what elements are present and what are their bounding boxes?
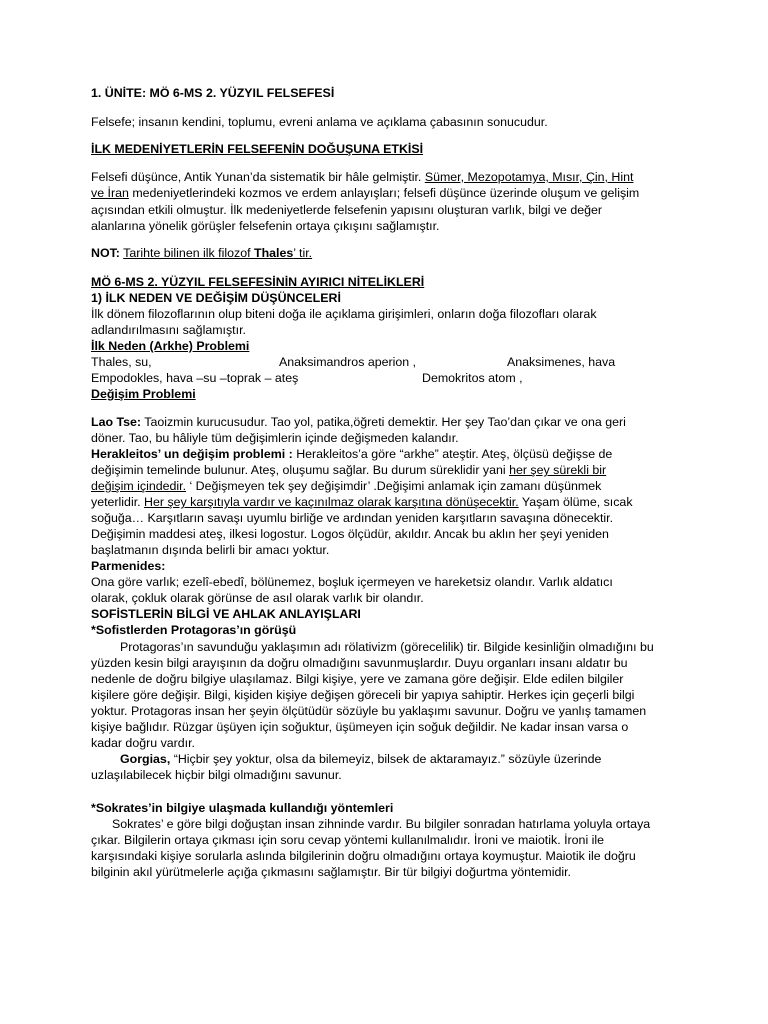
paragraph-line: Sokrates’ e göre bilgi doğuştan insan zihninde vardır. Bu bilgiler sonradan hatırlama yoluyla ortaya bbox=[112, 817, 651, 831]
paragraph-line: çıkar. Bilgilerin ortaya çıkması için soru cevap yöntemi kullanılmalıdır. İroni ve maiotik. İroni ile bbox=[91, 833, 605, 847]
section-heading-features: MÖ 6-MS 2. YÜZYIL FELSEFESİNİN AYIRICI NİTELİKLERİ bbox=[91, 275, 425, 289]
text: ‘ Değişmeyen tek şey değişimdir’ .Değişimi anlamak için zamanı düşünmek bbox=[186, 479, 602, 493]
paragraph-line: yoktur. Protagoras insan her şeyin ölçütüdür sözüyle bu yaklaşımı savunur. Doğru ve yanlış tamamen bbox=[91, 704, 647, 718]
paragraph-line: uzlaşılabilecek hiçbir bilgi olmadığını savunur. bbox=[91, 768, 342, 782]
arkhe-item: Empodokles, hava –su –toprak – ateş bbox=[91, 371, 299, 385]
unit-title: 1. ÜNİTE: MÖ 6-MS 2. YÜZYIL FELSEFESİ bbox=[91, 86, 335, 100]
paragraph-line bbox=[91, 494, 633, 510]
underlined-text: değişim içindedir. bbox=[91, 479, 187, 493]
underlined-text: Sümer, Mezopotamya, Mısır, Çin, Hint bbox=[424, 170, 634, 184]
text: Herakleitos’a göre “arkhe” ateştir. Ateş, ölçüsü değişse de bbox=[292, 447, 613, 461]
underlined-text: ve İran bbox=[91, 186, 129, 200]
arkhe-item: Thales, su, bbox=[91, 355, 152, 369]
paragraph-line bbox=[120, 751, 601, 767]
paragraph-line: olarak, çokluk olarak görünse de asıl olarak varlık bir olandır. bbox=[91, 591, 424, 605]
paragraph-line: Ona göre varlık; ezelî-ebedî, bölünemez, boşluk içermeyen ve hareketsiz olandır. Varlık aldatıcı bbox=[91, 575, 613, 589]
gorgias-label: Gorgias, bbox=[120, 752, 171, 766]
paragraph-line bbox=[91, 446, 612, 462]
sokrates-heading: *Sokrates’in bilgiye ulaşmada kullandığı yöntemleri bbox=[91, 801, 394, 815]
paragraph-line: yüzden kesin bilgi arayışının da doğru olmadığını savunmuşlardır. Duyu organları insanı aldatır bu bbox=[91, 656, 628, 670]
paragraph-line: nedenle de doğru bilgiye ulaşılamaz. Bilgi kişiye, yere ve zamana göre değişir. Elde edilen bilgiler bbox=[91, 672, 624, 686]
arkhe-heading: İlk Neden (Arkhe) Problemi bbox=[91, 339, 250, 353]
text: Felsefi düşünce, Antik Yunan’da sistematik bir hâle gelmiştir. bbox=[91, 170, 425, 184]
note-post: ’ tir. bbox=[293, 246, 313, 260]
note-text bbox=[123, 246, 312, 260]
note-line bbox=[91, 245, 312, 261]
protagoras-heading: *Sofistlerden Protagoras’ın görüşü bbox=[91, 623, 297, 637]
text: medeniyetlerindeki kozmos ve erdem anlayışları; felsefi düşünce üzerinde oluşum ve gelişim bbox=[128, 186, 640, 200]
note-label: NOT: bbox=[91, 246, 120, 260]
paragraph-line: soğuğa… Karşıtların savaşı uyumlu birliğe ve ardından yeniden karşıtların savaşına dönecektir. bbox=[91, 511, 614, 525]
intro-paragraph: Felsefe; insanın kendini, toplumu, evreni anlama ve açıklama çabasının sonucudur. bbox=[91, 115, 548, 129]
paragraph-line: döner. Tao, bu hâliyle tüm değişimlerin içinde değişmeden kalandır. bbox=[91, 431, 459, 445]
paragraph-line bbox=[91, 478, 601, 494]
text: yeterlidir. bbox=[91, 495, 145, 509]
paragraph-line bbox=[91, 185, 639, 201]
paragraph-line: Protagoras’ın savunduğu yaklaşımın adı rölativizm (görecelilik) tir. Bilgide kesinliğin olmadığını bu bbox=[120, 640, 654, 654]
section-heading-civilizations: İLK MEDENİYETLERİN FELSEFENİN DOĞUŞUNA ETKİSİ bbox=[91, 142, 424, 156]
laotse-label: Lao Tse: bbox=[91, 415, 142, 429]
note-name: Thales bbox=[254, 246, 294, 260]
paragraph-line: başlatmanın dışında belirli bir amacı yoktur. bbox=[91, 543, 330, 557]
arkhe-item: Anaksimenes, hava bbox=[507, 355, 616, 369]
paragraph-line: bilginin akıl yürütmelerle açığa çıkmasını sağlamıştır. Bir tür bilgiyi doğurtma yöntemidir. bbox=[91, 865, 571, 879]
paragraph-line: kişilere göre değişir. Bilgi, kişiden kişiye değişen göreceli bir yapıya sahiptir. Herkes için geçerli bilgi bbox=[91, 688, 635, 702]
paragraph-line: kadar doğru vardır. bbox=[91, 736, 196, 750]
text: değişimin temelinde bulunur. Ateş, oluşumu sağlar. Bu durum süreklidir yani bbox=[91, 463, 510, 477]
subsection-heading: 1) İLK NEDEN VE DEĞİŞİM DÜŞÜNCELERİ bbox=[91, 291, 341, 305]
paragraph-line: karşısındaki kişiye sorularla aslında bilgilerinin doğru olmadığını ortaya koymuştur. Maiotik ile doğru bbox=[91, 849, 636, 863]
paragraph-line: adlandırılmasını sağlamıştır. bbox=[91, 323, 246, 337]
parmenides-label: Parmenides: bbox=[91, 559, 166, 573]
text: “Hiçbir şey yoktur, olsa da bilemeyiz, bilsek de aktaramayız.” sözüyle üzerinde bbox=[170, 752, 602, 766]
note-pre: Tarihte bilinen ilk filozof bbox=[123, 246, 254, 260]
paragraph-line: İlk dönem filozoflarının olup biteni doğa ile açıklama girişimleri, onların doğa filozofları olarak bbox=[91, 307, 597, 321]
herakleitos-label: Herakleitos’ un değişim problemi : bbox=[91, 447, 293, 461]
arkhe-item: Anaksimandros aperion , bbox=[279, 355, 417, 369]
paragraph-line: kişiye bağlıdır. Rüzgar üşüyen için soğuktur, üşümeyen için soğuk değildir. Ne kadar insan varsa o bbox=[91, 720, 629, 734]
text: Taoizmin kurucusudur. Tao yol, patika,öğreti demektir. Her şey Tao’dan çıkar ve ona geri bbox=[141, 415, 626, 429]
underlined-text: her şey sürekli bir bbox=[509, 463, 607, 477]
paragraph-line: açısından etkili olmuştur. İlk medeniyetlerde felsefenin yapısını oluşturan varlık, bilgi ve değer bbox=[91, 203, 603, 217]
paragraph-line bbox=[91, 462, 606, 478]
paragraph-line bbox=[91, 414, 626, 430]
underlined-text: Her şey karşıtıyla vardır ve kaçınılmaz olarak karşıtına dönüşecektir. bbox=[144, 495, 519, 509]
text: Yaşam ölüme, sıcak bbox=[518, 495, 633, 509]
arkhe-item: Demokritos atom , bbox=[422, 371, 523, 385]
paragraph-line bbox=[91, 169, 633, 185]
paragraph-line: Değişimin maddesi ateş, ilkesi logostur. Logos ölçüdür, akıldır. Ancak bu aklın her şeyi yeniden bbox=[91, 527, 609, 541]
paragraph-line: alanlarına yönelik görüşler felsefenin ortaya çıkışını sağlamıştır. bbox=[91, 219, 440, 233]
change-heading: Değişim Problemi bbox=[91, 387, 196, 401]
sophists-heading: SOFİSTLERİN BİLGİ VE AHLAK ANLAYIŞLARI bbox=[91, 607, 361, 621]
